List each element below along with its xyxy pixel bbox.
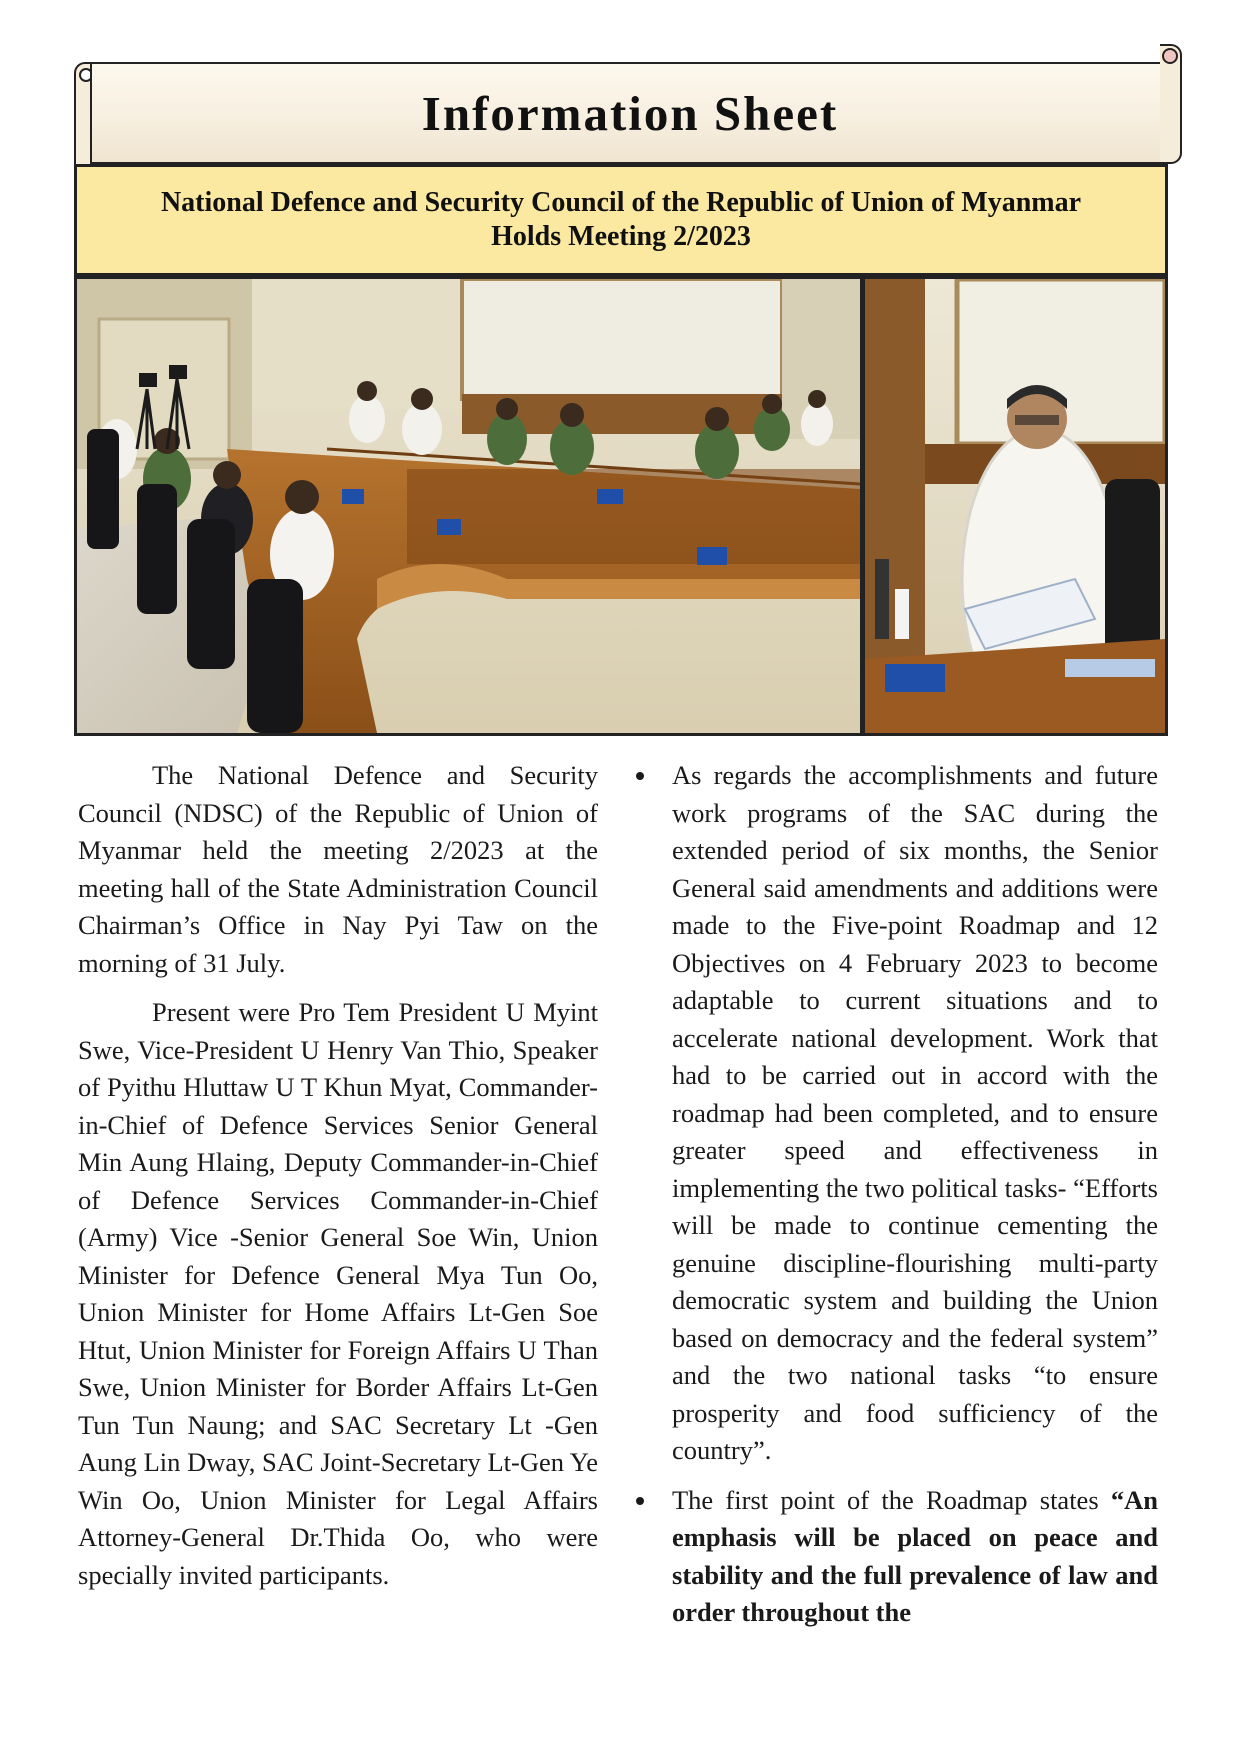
bullet-text-accomplishments: As regards the accomplishments and future work programs of the SAC during the extended period of six months, the Senior General said amendments and additions were made to the Five-point Roadmap and 12 Objectives on 4 February 2023 to become adaptable to current situations and to accelerate national development. Work that had to be carried out in accord with the roadmap had been completed, and to ensure greater speed and effectiveness in implementing the two political tasks- “Efforts will be made to continue cementing the genuine discipline-flourishing multi-party democratic system and building the Union based on democracy and the federal system” and the two national tasks “to ensure prosperity and food sufficiency of the country”. — [672, 760, 1158, 1465]
paragraph-attendees: Present were Pro Tem President U Myint Swe, Vice-President U Henry Van Thio, Speaker of Pyithu Hluttaw U T Khun Myat, Commander-in-Chief of Defence Services Senior General Min Aung Hlaing, Deputy Commander-in-Chief of Defence Services Commander-in-Chief (Army) Vice -Senior General Soe Win, Union Minister for Defence General Mya Tun Oo, Union Minister for Home Affairs Lt-Gen Soe Htut, Union Minister for Foreign Affairs U Than Swe, Union Minister for Border Affairs Lt-Gen Tun Tun Naung; and SAC Secretary Lt -Gen Aung Lin Dway, SAC Joint-Secretary Lt-Gen Ye Win Oo, Union Minister for Legal Affairs Attorney-General Dr.Thida Oo, who were specially invited participants. — [78, 997, 598, 1590]
bullet-item-roadmap — [636, 1482, 1158, 1632]
headline-line-2: Holds Meeting 2/2023 — [491, 221, 751, 252]
headline-line-1: National Defence and Security Council of the Republic of Union of Myanmar — [160, 187, 1082, 218]
bullet-text-roadmap-plain: The first point of the Roadmap states — [672, 1484, 1111, 1515]
page-title: Information Sheet — [421, 85, 839, 141]
paragraph-meeting-intro: The National Defence and Security Council (NDSC) of the Republic of Union of Myanmar held the meeting 2/2023 at the meeting hall of the State Administration Council Chairman’s Office in Nay Pyi Taw on the morning of 31 July. — [78, 760, 598, 978]
meeting-photo-strip — [74, 276, 1168, 736]
bullet-list — [636, 757, 1158, 1632]
body-right-column — [636, 757, 1158, 1644]
bullet-item-accomplishments — [636, 757, 1158, 1470]
meeting-hall-photo — [77, 279, 860, 733]
bullet-dot-icon — [636, 772, 644, 780]
headline-band — [74, 164, 1168, 276]
headline — [101, 186, 1141, 254]
body-left-column — [78, 757, 598, 1606]
bullet-text-roadmap-bold: “An emphasis will be placed on peace and stability and the full prevalence of law and order throughout the — [672, 1484, 1158, 1627]
speaker-portrait-photo — [865, 279, 1165, 733]
bullet-dot-icon — [636, 1497, 644, 1505]
